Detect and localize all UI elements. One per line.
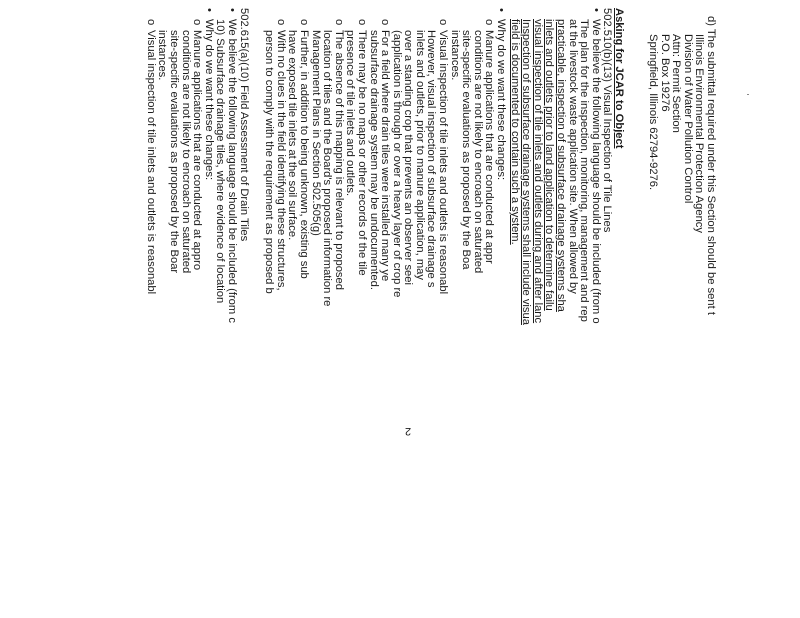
sub-item-line bbox=[367, 8, 379, 325]
address-line bbox=[670, 8, 682, 315]
sub-item-line bbox=[402, 8, 414, 325]
sub-item-line bbox=[286, 8, 298, 325]
address-line-text: Attn: Permit Section bbox=[670, 34, 683, 133]
sub-item-line bbox=[167, 8, 179, 325]
sub-item-line bbox=[483, 8, 495, 325]
sub-item-line-text: The absence of this mapping is relevant to proposed bbox=[332, 30, 345, 290]
sub-item-line bbox=[413, 8, 425, 325]
address-line-text: Division of Water Pollution Control bbox=[681, 34, 694, 204]
proposed-language-line bbox=[554, 8, 566, 325]
why-heading-text: Why do we want these changes: bbox=[495, 19, 508, 181]
sub-item-line bbox=[437, 8, 449, 325]
address-line-text: P.O. Box 19276 bbox=[658, 34, 671, 112]
address-line-text: Springfield, Illinois 62794-9276. bbox=[647, 34, 660, 191]
proposed-language-line-text: field is documented to contain such a system. bbox=[508, 19, 521, 245]
list-marker: o bbox=[437, 19, 450, 26]
sub-item-line bbox=[355, 8, 367, 325]
section-heading-text: Asking for JCAR to Object bbox=[613, 8, 625, 149]
sub-item-line bbox=[448, 8, 460, 325]
proposed-language-line bbox=[520, 8, 532, 325]
sub-item-line bbox=[297, 8, 309, 325]
sub-item-line-text: Manure applications that are conducted at appro bbox=[191, 30, 204, 271]
bullet-item bbox=[225, 8, 237, 325]
list-marker: • bbox=[202, 8, 215, 12]
sub-item-line-text: conditions are not likely to encroach on saturated bbox=[179, 30, 192, 274]
sub-item-line bbox=[144, 8, 156, 325]
why-heading bbox=[202, 8, 214, 325]
sub-item-line bbox=[460, 8, 472, 325]
sub-item-line bbox=[263, 8, 275, 325]
proposed-language-line-text: The plan for the inspection, monitoring, management and rep bbox=[578, 19, 591, 322]
list-marker: • bbox=[226, 8, 238, 12]
sub-item-line bbox=[379, 8, 391, 325]
section-title-text: 502.615(a)(10) Field Assessment of Drain Tiles bbox=[237, 8, 250, 242]
proposed-language-line-text: visual inspection of tile inlets and outlets during and after lanc bbox=[531, 19, 544, 324]
section-heading bbox=[612, 8, 624, 325]
sub-item-line-text: instances. bbox=[448, 30, 461, 81]
sub-item-line bbox=[425, 8, 437, 325]
sub-item-line-text: Visual inspection of tile inlets and outlets is reasonabl bbox=[437, 30, 450, 295]
list-marker: • bbox=[589, 8, 602, 12]
sub-item-line-text: site-specific evaluations as proposed by the Boar bbox=[168, 30, 181, 274]
sub-item-line-text: presence of tile inlets and outlets. bbox=[344, 30, 357, 197]
sub-item-line-text: Visual inspection of tile inlets and outlets is reasonabl bbox=[144, 30, 157, 295]
list-marker: o bbox=[483, 19, 496, 26]
sub-item-line-text: (application is through or over a heavy layer of crop re bbox=[390, 30, 403, 298]
list-marker: o bbox=[379, 19, 392, 26]
objection-content bbox=[144, 8, 624, 325]
list-marker: o bbox=[144, 19, 157, 26]
sub-item-line-text: have exposed tile inlets at the soil surface. bbox=[286, 30, 299, 241]
list-marker: o bbox=[332, 19, 345, 26]
spacer bbox=[249, 8, 263, 325]
section-title-text: 502.510(b)(13) Visual Inspection of Tile Lines bbox=[601, 8, 614, 233]
list-marker: o bbox=[355, 19, 368, 26]
sub-item-line bbox=[156, 8, 168, 325]
sub-item-line bbox=[309, 8, 321, 325]
proposed-language-line-text: inlets and outlets prior to land application to determine failu bbox=[543, 19, 556, 311]
sub-item-line-text: person to comply with the requirement as proposed b bbox=[263, 30, 276, 294]
sub-item-line-text: location of tiles and the Board's proposed information re bbox=[321, 30, 334, 307]
sub-item-line bbox=[390, 8, 402, 325]
list-marker: o bbox=[274, 19, 287, 26]
sub-item-line-text: Further, in addition to being unknown, existing sub bbox=[297, 30, 310, 279]
sub-item-line-text: instances. bbox=[156, 30, 169, 81]
page-number: 2 bbox=[404, 425, 412, 438]
proposed-language-line bbox=[508, 8, 520, 325]
submittal-block bbox=[646, 8, 716, 315]
proposed-language-line-text: Inspection of subsurface drainage systems shall include visua bbox=[520, 19, 533, 325]
sub-item-line-text: conditions are not likely to encroach on saturated bbox=[471, 30, 484, 274]
sub-item-line bbox=[274, 8, 286, 325]
bullet-item bbox=[589, 8, 601, 325]
address-line bbox=[646, 8, 658, 315]
section-title bbox=[237, 8, 249, 325]
sub-item-line bbox=[332, 8, 344, 325]
sub-item-line-text: For a field where drain tiles were installed many ye bbox=[379, 30, 392, 282]
why-heading-text: Why do we want these changes: bbox=[202, 19, 215, 181]
sub-item-line-text: There may be no maps or other records of the tile bbox=[355, 30, 368, 276]
list-marker: • bbox=[495, 8, 508, 12]
proposed-language-line-text: practicable, inspection of subsurface drainage systems sha bbox=[555, 19, 568, 312]
sub-item-line-text: Management Plans in Section 502.505(g) bbox=[309, 30, 322, 236]
submittal-line-text: d) The submittal required under this Section should be sent t bbox=[705, 16, 717, 315]
address-line-text: Illinois Environmental Protection Agency bbox=[693, 34, 706, 233]
sub-item-line bbox=[179, 8, 191, 325]
sub-item-line bbox=[471, 8, 483, 325]
sub-item-line-text: site-specific evaluations as proposed by the Boa bbox=[460, 30, 473, 270]
address-line bbox=[681, 8, 693, 315]
proposed-language-line-text: at the livestock waste application site. When allowed by bbox=[566, 19, 579, 294]
sub-item-line bbox=[344, 8, 356, 325]
sub-item-line-text: However, visual inspection of subsurface drainage s bbox=[425, 30, 438, 288]
bullet-item-text: 10) Subsurface drainage tiles, where evidence of location bbox=[214, 19, 227, 304]
why-heading bbox=[494, 8, 506, 325]
proposed-language-line bbox=[543, 8, 555, 325]
sub-item-line-text: Manure applications that are conducted at appr bbox=[483, 30, 496, 264]
sub-item-line-text: inlets and outlets, prior to manure application, may bbox=[413, 30, 426, 280]
proposed-language-line bbox=[566, 8, 578, 325]
submittal-line bbox=[704, 8, 716, 315]
address-line bbox=[658, 8, 670, 315]
section-title bbox=[601, 8, 613, 325]
bullet-item bbox=[214, 8, 226, 325]
sub-item-line-text: With no clues in the field identifying these structures, bbox=[274, 30, 287, 291]
address-line bbox=[693, 8, 705, 315]
list-marker: o bbox=[297, 19, 310, 26]
proposed-language-line bbox=[531, 8, 543, 325]
sub-item-line-text: subsurface drainage system may be undocumented. bbox=[367, 30, 380, 290]
list-marker: o bbox=[191, 19, 204, 26]
bullet-item-text: We believe the following language should be included (from o bbox=[589, 19, 602, 324]
sub-item-line-text: over a standing crop that prevents an observer seei bbox=[402, 30, 415, 285]
bullet-item-text: We believe the following language should be included (from c bbox=[226, 19, 238, 323]
sub-item-line bbox=[321, 8, 333, 325]
sub-item-line bbox=[191, 8, 203, 325]
proposed-language-line bbox=[578, 8, 590, 325]
